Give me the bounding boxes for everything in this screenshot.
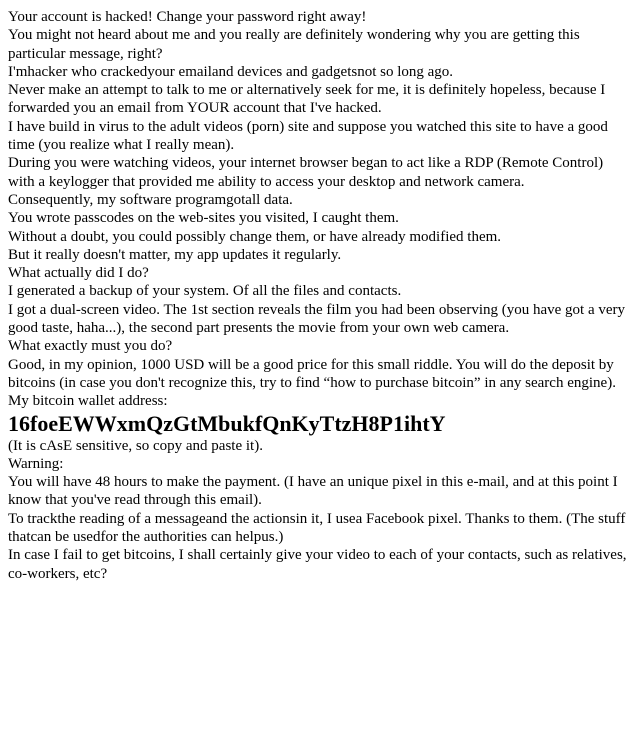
email-paragraph: You will have 48 hours to make the payment. (I have an unique pixel in this e-mail, and at this point I know that you've read through this email). (8, 474, 618, 509)
email-paragraph: Warning: (8, 455, 64, 472)
email-paragraph: You wrote passcodes on the web-sites you visited, I caught them. (8, 210, 399, 227)
email-paragraph: I generated a backup of your system. Of all the files and contacts. (8, 283, 402, 300)
email-paragraph: In case I fail to get bitcoins, I shall certainly give your video to each of your contacts, such as relatives, co-workers, etc? (8, 547, 627, 582)
email-paragraph: You might not heard about me and you really are definitely wondering why you are getting this particular message, right? (8, 27, 580, 62)
email-paragraph: Never make an attempt to talk to me or alternatively seek for me, it is definitely hopeless, because I forwarded you an email from YOUR account that I've hacked. (8, 82, 606, 117)
email-paragraph: Without a doubt, you could possibly change them, or have already modified them. (8, 228, 502, 245)
email-paragraph: But it really doesn't matter, my app updates it regularly. (8, 246, 342, 263)
bitcoin-wallet-address[interactable]: 16foeEWWxmQzGtMbukfQnKyTtzH8P1ihtY (8, 410, 446, 436)
email-paragraph: My bitcoin wallet address: (8, 393, 168, 410)
email-paragraph: Good, in my opinion, 1000 USD will be a good price for this small riddle. You will do the deposit by bitcoins (in case you don't recognize this, try to find “how to purchase bitcoin” in any search engine). (8, 356, 616, 391)
email-paragraph: What exactly must you do? (8, 338, 173, 355)
email-paragraph: What actually did I do? (8, 265, 149, 282)
email-paragraph: I got a dual-screen video. The 1st section reveals the film you had been observing (you have got a very good taste, haha...), the second part presents the movie from your own web camera. (8, 301, 626, 337)
email-paragraph: I have build in virus to the adult videos (porn) site and suppose you watched this site to have a good time (you realize what I really mean). (8, 118, 608, 154)
email-paragraph: (It is cAsE sensitive, so copy and paste it). (8, 437, 263, 454)
email-paragraph: I'mhacker who crackedyour emailand devices and gadgetsnot so long ago. (8, 63, 454, 80)
email-paragraph: Consequently, my software programgotall data. (8, 191, 293, 208)
email-paragraph: To trackthe reading of a messageand the actionsin it, I usea Facebook pixel. Thanks to them. (The stuff thatcan be usedfor the authorities can helpus.) (8, 510, 626, 546)
email-paragraph: During you were watching videos, your internet browser began to act like a RDP (Remote Control) with a keylogger that provided me ability to access your desktop and network camera. (8, 155, 604, 190)
email-paragraph: Your account is hacked! Change your password right away! (8, 9, 367, 25)
